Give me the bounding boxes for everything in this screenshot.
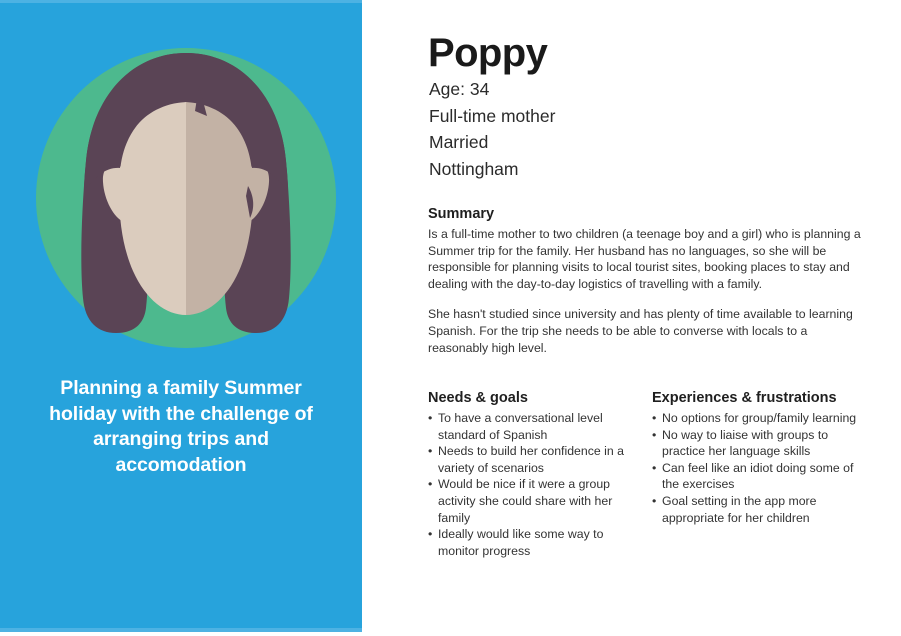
profile-meta-location: Nottingham [429, 158, 519, 179]
needs-goals-section [428, 389, 624, 559]
list-item: • To have a conversational level standard of Spanish [428, 410, 624, 443]
list-item: • Ideally would like some way to monitor progress [428, 526, 624, 559]
needs-goals-heading: Needs & goals [428, 390, 528, 406]
panel-bottom-edge [0, 628, 362, 632]
avatar [36, 36, 336, 360]
list-item: • Needs to build her confidence in a variety of scenarios [428, 443, 624, 476]
right-content-panel [428, 0, 873, 636]
experiences-frustrations-heading: Experiences & frustrations [652, 390, 837, 406]
experiences-frustrations-list [652, 410, 870, 526]
summary-section [428, 205, 868, 356]
profile-meta-list [429, 76, 555, 182]
summary-paragraph-1: Is a full-time mother to two children (a teenage boy and a girl) who is planning a Summer trip for the family. Her husband has no languages, so she will be responsible for planning visits to local tourist sites, booking places to stay and dealing with the day-to-day logistics of travelling with a family. [428, 227, 861, 291]
profile-meta-age: Age: 34 [429, 79, 490, 99]
list-item: • Can feel like an idiot doing some of the exercises [652, 460, 870, 493]
persona-caption: Planning a family Summer holiday with the challenge of arranging trips and accomodation [49, 377, 313, 476]
profile-meta-occupation: Full-time mother [429, 105, 556, 126]
profile-meta-marital-status: Married [429, 132, 489, 152]
list-item: • No way to liaise with groups to practice her language skills [652, 427, 870, 460]
summary-paragraph-2: She hasn't studied since university and has plenty of time available to learning Spanish. For the trip she needs to be able to converse with locals to a reasonably high level. [428, 307, 853, 355]
panel-top-edge [0, 0, 362, 3]
experiences-frustrations-section [652, 389, 870, 559]
list-item: • No options for group/family learning [652, 410, 870, 427]
detail-columns [428, 389, 873, 559]
page-title: Poppy [428, 31, 548, 75]
list-item: • Would be nice if it were a group activity she could share with her family [428, 476, 624, 526]
list-item: • Goal setting in the app more appropriate for her children [652, 493, 870, 526]
summary-heading: Summary [428, 206, 495, 222]
left-blue-panel [0, 0, 362, 632]
needs-goals-list [428, 410, 624, 559]
